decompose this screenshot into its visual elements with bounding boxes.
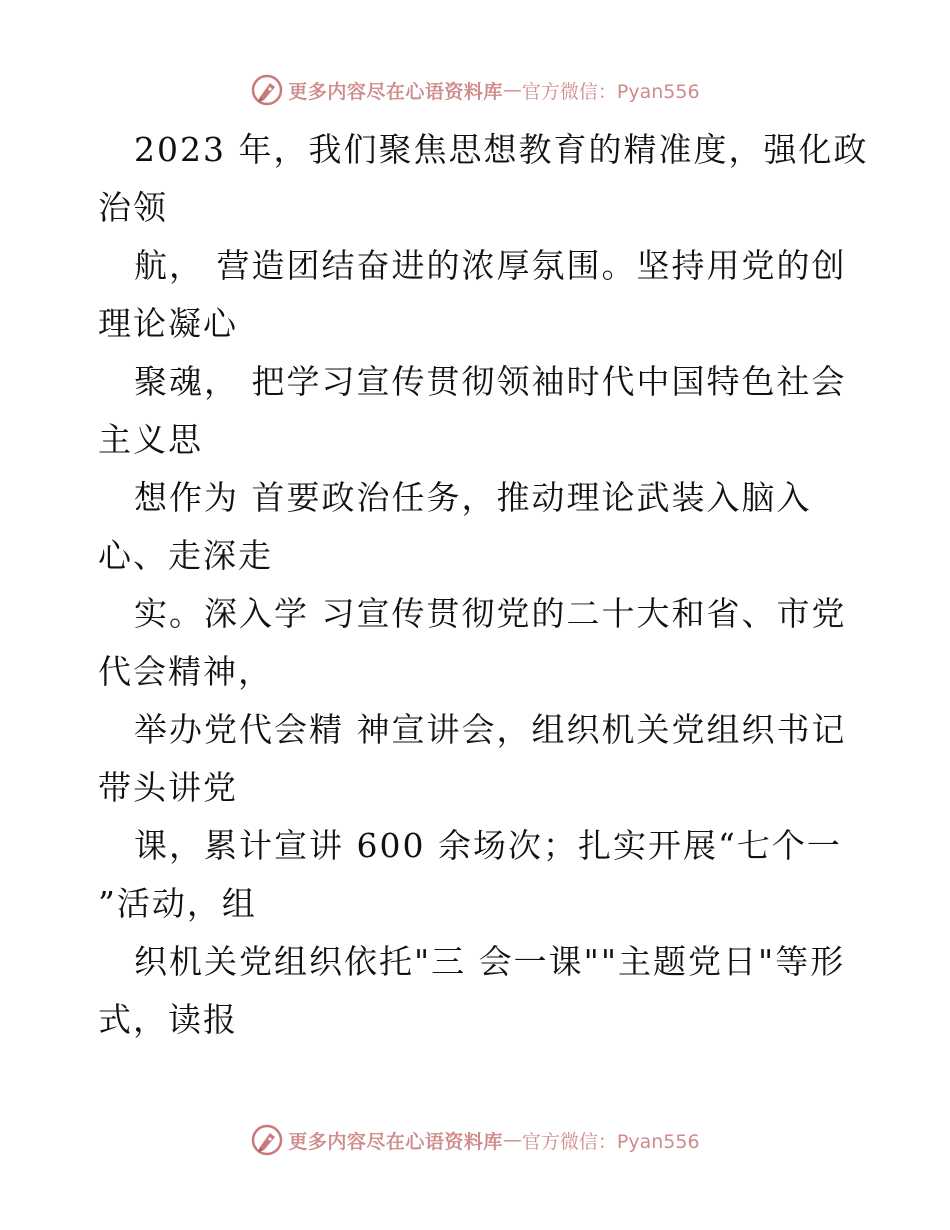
pen-nib-logo-icon — [250, 1123, 284, 1157]
pen-nib-logo-icon — [250, 73, 284, 107]
header-separator: — — [502, 79, 522, 101]
footer-brand-text: 更多内容尽在心语资料库 — [288, 1130, 503, 1153]
body-line-5: 聚魂， 把学习宣传贯彻领袖时代中国特色社会 — [134, 362, 847, 401]
body-line-11: 举办党代会精 神宣讲会，组织机关党组织书记 — [134, 710, 847, 749]
body-line-7: 想作为 首要政治任务，推动理论武装入脑入 — [134, 478, 812, 517]
footer-separator: — — [502, 1129, 522, 1151]
body-line-15: 织机关党组织依托"三 会一课""主题党日"等形 — [134, 942, 846, 981]
body-line-1: 2023 年，我们聚焦思想教育的精准度，强化政 — [134, 130, 869, 169]
header-watermark-banner — [0, 70, 950, 110]
body-line-8: 心、走深走 — [98, 536, 273, 575]
body-line-9: 实。深入学 习宣传贯彻党的二十大和省、市党 — [134, 594, 847, 633]
body-line-2: 治领 — [98, 188, 168, 227]
body-line-14: ”活动，组 — [98, 884, 257, 923]
header-contact-text: 官方微信：Pyan556 — [521, 80, 700, 103]
body-line-10: 代会精神， — [98, 652, 273, 691]
footer-watermark-banner — [0, 1120, 950, 1160]
footer-contact-text: 官方微信：Pyan556 — [521, 1130, 700, 1153]
body-line-3: 航， 营造团结奋进的浓厚氛围。坚持用党的创 — [134, 246, 847, 285]
body-line-6: 主义思 — [98, 420, 203, 459]
body-line-16: 式，读报 — [98, 1000, 238, 1039]
body-line-13: 课，累计宣讲 600 余场次；扎实开展“七个一 — [134, 826, 842, 865]
body-line-12: 带头讲党 — [98, 768, 238, 807]
header-brand-text: 更多内容尽在心语资料库 — [288, 80, 503, 103]
body-line-4: 理论凝心 — [98, 304, 238, 343]
